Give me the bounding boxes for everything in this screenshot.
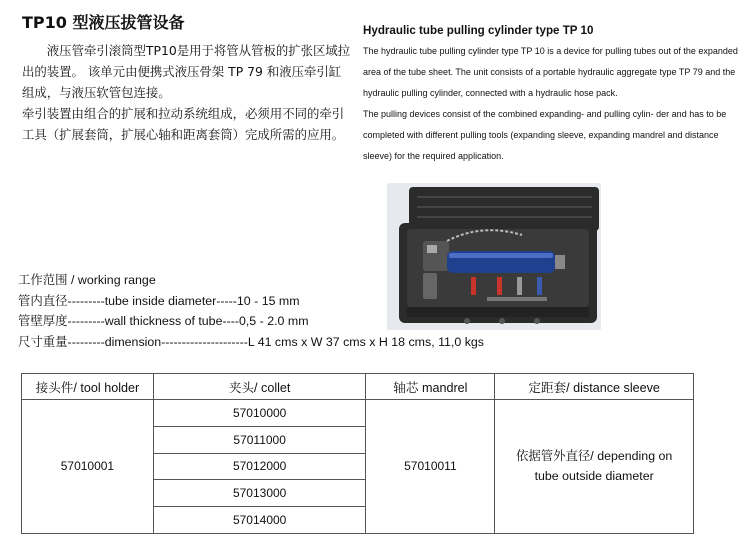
english-paragraph-1: The hydraulic tube pulling cylinder type TP 10 is a device for pulling tubes out of the expanded area of the tube sheet. The unit consists of a portable hydraulic aggregate type TP 79 and the hydraulic pulling cylinder, connected with a hydraulic hose pack.	[363, 46, 738, 98]
chinese-title: TP10 型液压拔管设备	[22, 13, 185, 32]
english-title: Hydraulic tube pulling cylinder type TP 10	[363, 24, 594, 37]
english-description	[363, 41, 739, 167]
collet-cell: 57011000	[153, 426, 366, 453]
header-collet: 夹头/ collet	[153, 374, 366, 400]
collet-cell: 57010000	[153, 400, 366, 427]
chinese-paragraph-2: 牵引装置由组合的扩展和拉动系统组成，必须用不同的牵引工具（扩展套筒，扩展心轴和距离套筒）完成所需的应用。	[22, 106, 345, 142]
table-header-row	[22, 374, 694, 400]
chinese-paragraph-1: 液压管牵引滚筒型TP10是用于将管从管板的扩张区域拉出的装置。 该单元由便携式液压骨架 TP 79 和液压牵引缸组成，与液压软管包连接。	[22, 43, 351, 100]
spec-tube-diameter: 管内直径---------tube inside diameter-----10 - 15 mm	[18, 293, 300, 308]
tooling-table	[21, 373, 694, 534]
tool-holder-cell: 57010001	[22, 400, 154, 534]
header-mandrel: 轴芯 mandrel	[366, 374, 495, 400]
chinese-description	[22, 40, 352, 145]
header-distance-sleeve: 定距套/ distance sleeve	[495, 374, 694, 400]
collet-cell: 57012000	[153, 453, 366, 480]
distance-sleeve-cell	[495, 400, 694, 534]
distance-sleeve-line-1: 依据管外直径/ depending on	[515, 449, 673, 464]
distance-sleeve-line-2: tube outside diameter	[534, 469, 654, 484]
header-tool-holder: 接头件/ tool holder	[22, 374, 154, 400]
spec-wall-thickness: 管壁厚度---------wall thickness of tube----0,5 - 2.0 mm	[18, 314, 309, 328]
english-paragraph-2: The pulling devices consist of the combined expanding- and pulling cylin- der and has to be completed with different pulling tools (expanding sleeve, expanding mandrel and distance sleeve) for the required application.	[363, 109, 727, 161]
mandrel-cell: 57010011	[366, 400, 495, 534]
specifications	[18, 270, 484, 352]
collet-cell: 57013000	[153, 480, 366, 507]
collet-cell: 57014000	[153, 507, 366, 534]
spec-dimension: 尺寸重量---------dimension---------------------L 41 cms x W 37 cms x H 18 cms, 11,0 kgs	[18, 334, 485, 349]
table-row	[22, 400, 694, 427]
spec-working-range: 工作范围 / working range	[18, 273, 156, 287]
